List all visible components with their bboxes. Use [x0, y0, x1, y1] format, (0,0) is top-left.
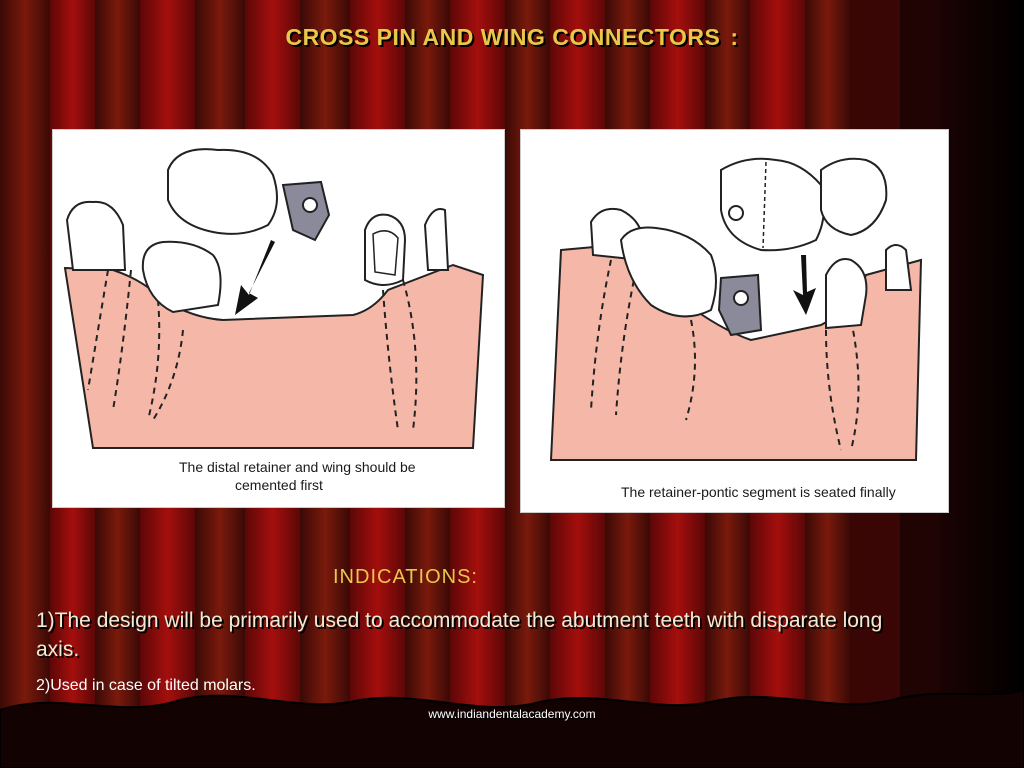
figure-2-caption: The retainer-pontic segment is seated finally [621, 484, 896, 500]
figure-1-caption-line1: The distal retainer and wing should be [179, 459, 416, 475]
indication-point-2: 2)Used in case of tilted molars. [36, 677, 256, 694]
dental-illustration-2 [521, 130, 948, 512]
footer-url-text: www.indiandentalacademy.com [428, 707, 596, 721]
figure-1-caption [179, 458, 479, 494]
footer-url [0, 707, 1024, 721]
slide-title-colon: : [730, 24, 739, 50]
figure-distal-retainer [52, 129, 505, 508]
dental-illustration-1 [53, 130, 504, 507]
figure-1-caption-line2: cemented first [235, 477, 323, 493]
figure-retainer-pontic [520, 129, 949, 513]
indications-heading-text: INDICATIONS [333, 566, 472, 588]
indications-heading [333, 566, 478, 589]
indications-heading-colon: : [471, 566, 478, 588]
indication-point-1: 1)The design will be primarily used to accommodate the abutment teeth with disparate long axis. [36, 609, 883, 661]
slide-title [0, 24, 1024, 51]
slide-title-text: CROSS PIN AND WING CONNECTORS [285, 24, 721, 50]
